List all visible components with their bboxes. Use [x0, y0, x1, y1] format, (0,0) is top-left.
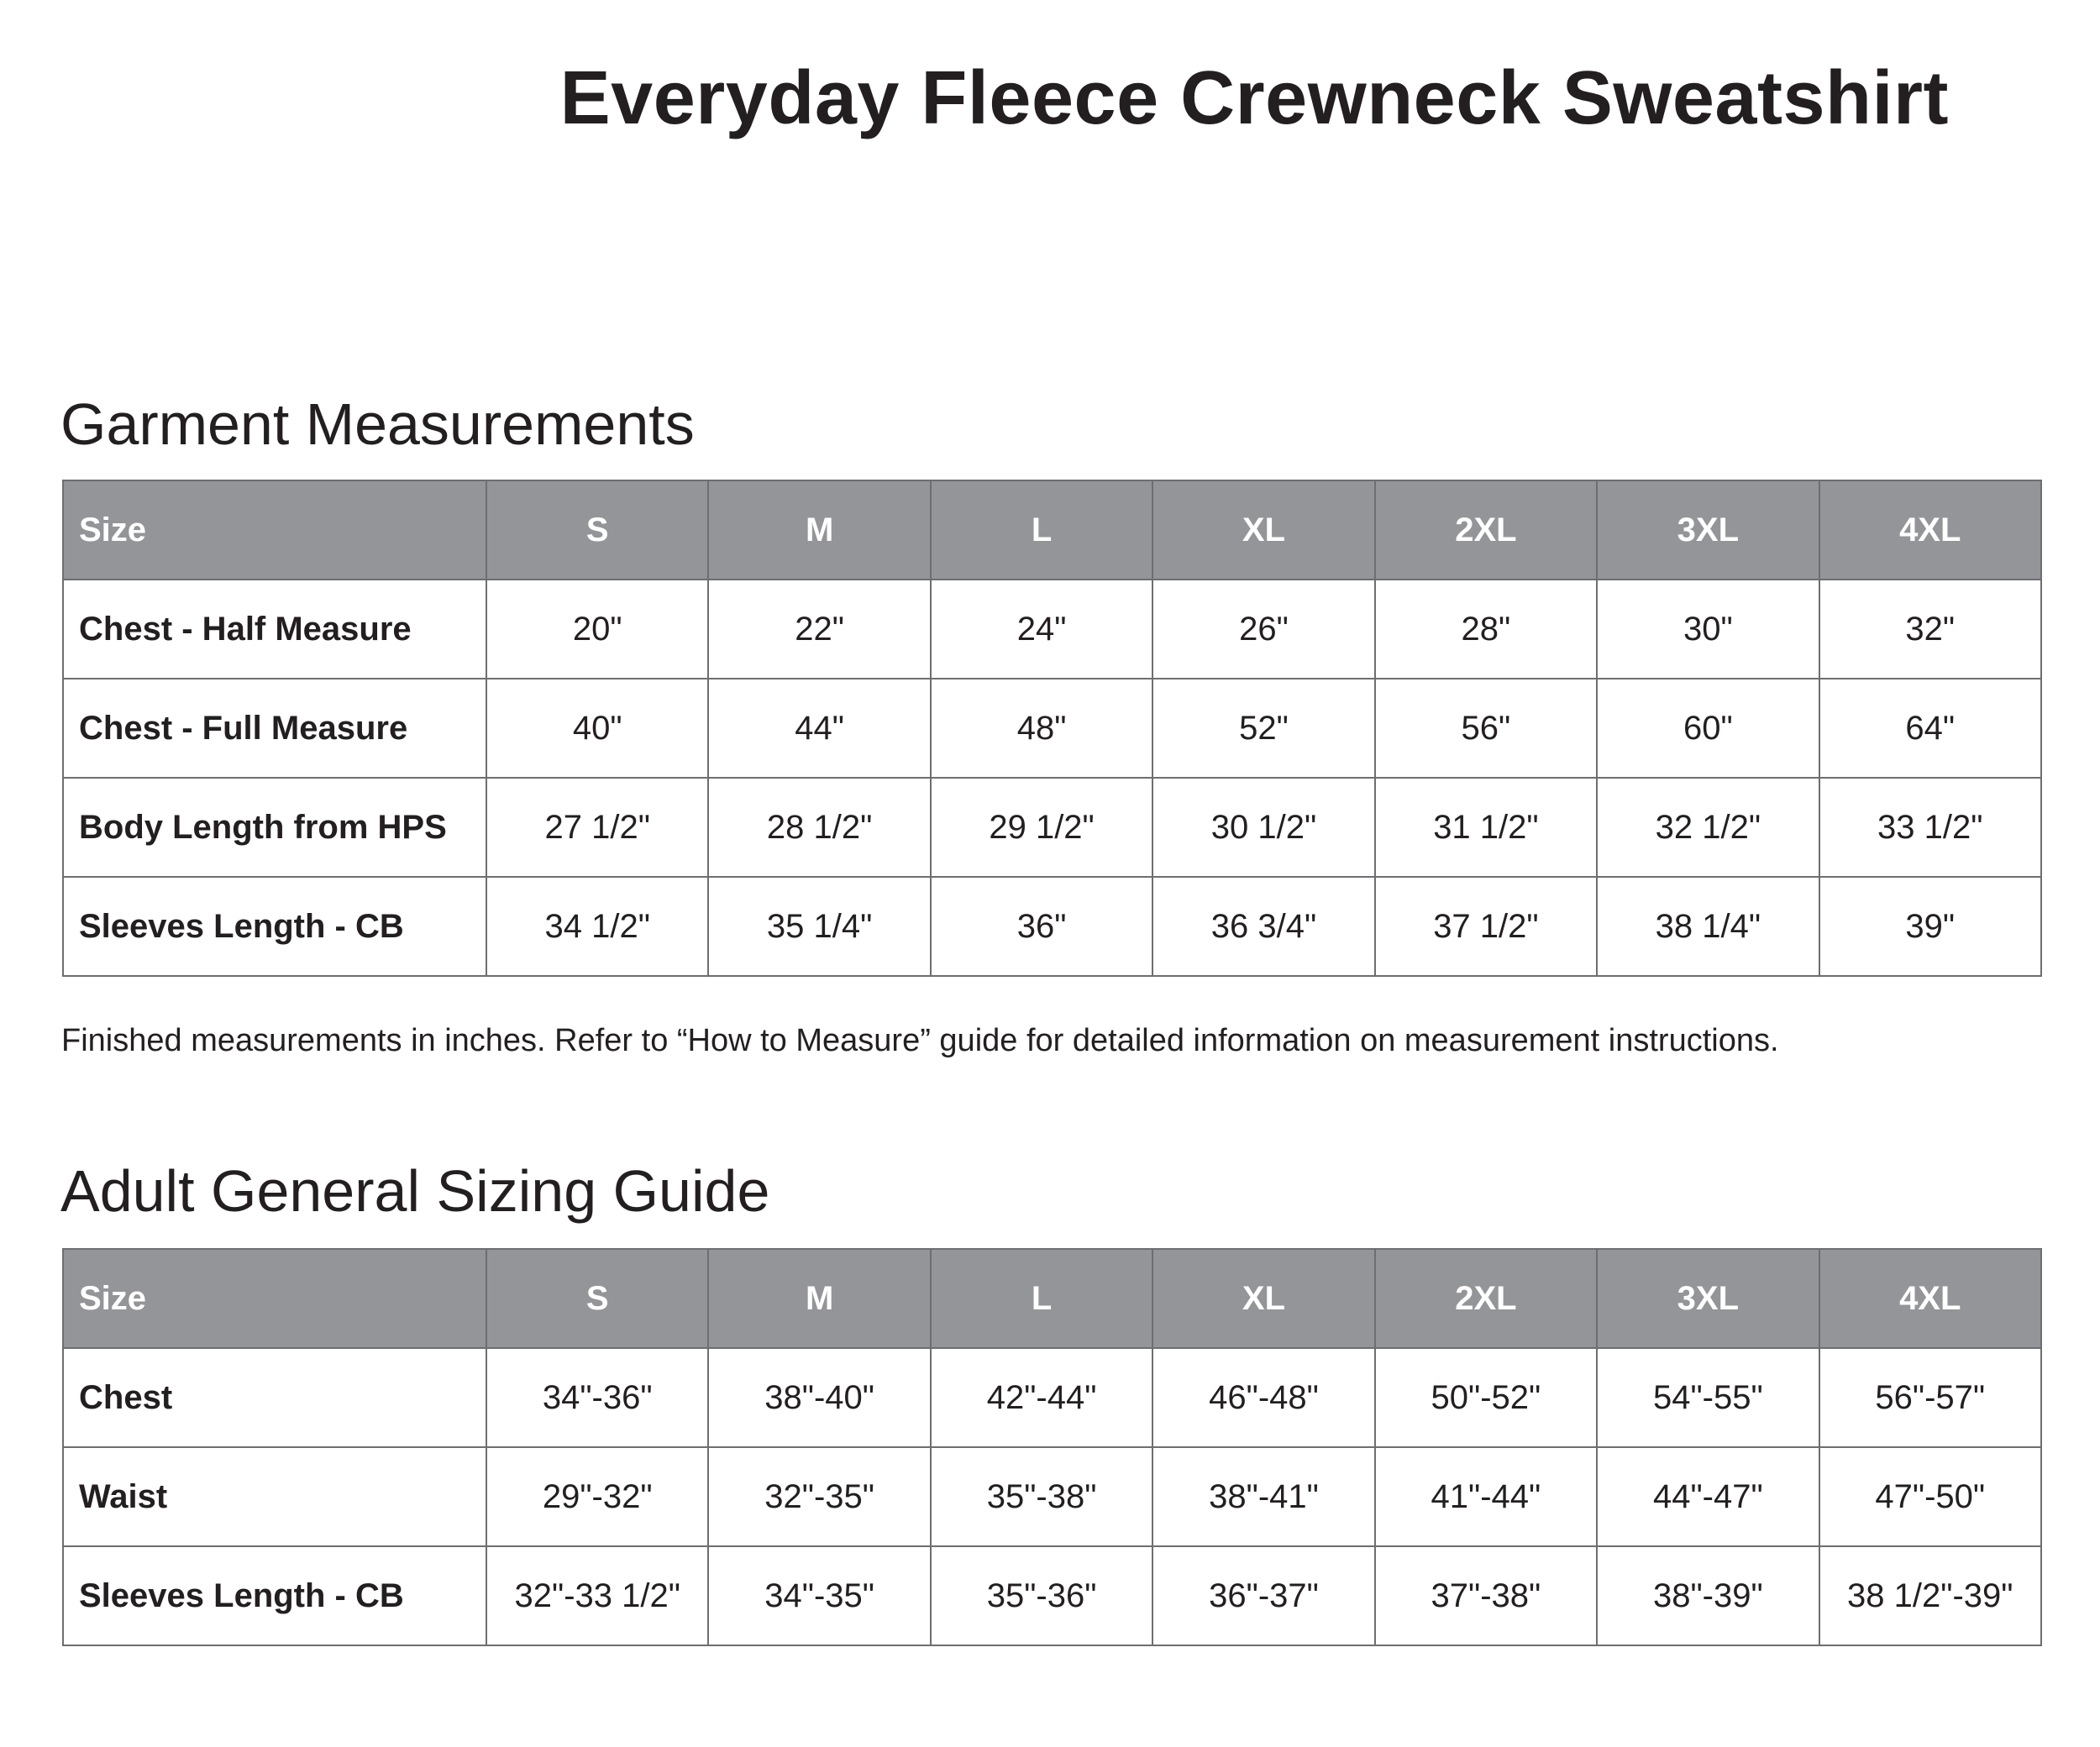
sizing-guide-heading: Adult General Sizing Guide [60, 1158, 770, 1224]
column-header-2xl: 2XL [1375, 480, 1597, 580]
table-cell: 22" [708, 580, 930, 679]
table-cell: 41"-44" [1375, 1447, 1597, 1546]
garment-measurements-heading: Garment Measurements [60, 391, 695, 457]
table-header-row [63, 1249, 2041, 1348]
table-cell: 64" [1819, 679, 2041, 778]
table-cell: 29 1/2" [931, 778, 1152, 877]
table-header-row [63, 480, 2041, 580]
column-header-l: L [931, 1249, 1152, 1348]
table-cell: 36"-37" [1152, 1546, 1374, 1645]
table-cell: 38"-40" [708, 1348, 930, 1447]
column-header-3xl: 3XL [1597, 1249, 1819, 1348]
table-cell: 31 1/2" [1375, 778, 1597, 877]
row-label: Chest - Half Measure [63, 580, 486, 679]
column-header-xl: XL [1152, 1249, 1374, 1348]
row-label: Sleeves Length - CB [63, 1546, 486, 1645]
table-cell: 38 1/2"-39" [1819, 1546, 2041, 1645]
column-header-xl: XL [1152, 480, 1374, 580]
table-cell: 26" [1152, 580, 1374, 679]
column-header-2xl: 2XL [1375, 1249, 1597, 1348]
garment-measurements-table [62, 480, 2042, 977]
table-cell: 30" [1597, 580, 1819, 679]
column-header-size: Size [63, 480, 486, 580]
table-cell: 42"-44" [931, 1348, 1152, 1447]
column-header-m: M [708, 480, 930, 580]
table-cell: 34"-36" [486, 1348, 708, 1447]
table-cell: 35"-36" [931, 1546, 1152, 1645]
table-cell: 44"-47" [1597, 1447, 1819, 1546]
table-cell: 44" [708, 679, 930, 778]
table-cell: 38"-39" [1597, 1546, 1819, 1645]
table-cell: 39" [1819, 877, 2041, 976]
column-header-4xl: 4XL [1819, 480, 2041, 580]
table-cell: 28 1/2" [708, 778, 930, 877]
table-cell: 28" [1375, 580, 1597, 679]
table-cell: 56"-57" [1819, 1348, 2041, 1447]
table-cell: 38"-41" [1152, 1447, 1374, 1546]
table-cell: 32"-35" [708, 1447, 930, 1546]
table-cell: 48" [931, 679, 1152, 778]
row-label: Chest [63, 1348, 486, 1447]
table-cell: 50"-52" [1375, 1348, 1597, 1447]
table-row [63, 778, 2041, 877]
table-cell: 47"-50" [1819, 1447, 2041, 1546]
row-label: Sleeves Length - CB [63, 877, 486, 976]
column-header-3xl: 3XL [1597, 480, 1819, 580]
table-cell: 38 1/4" [1597, 877, 1819, 976]
table-cell: 37"-38" [1375, 1546, 1597, 1645]
table-cell: 32 1/2" [1597, 778, 1819, 877]
table-cell: 33 1/2" [1819, 778, 2041, 877]
table-cell: 24" [931, 580, 1152, 679]
table-cell: 36 3/4" [1152, 877, 1374, 976]
table-row [63, 1546, 2041, 1645]
table-cell: 37 1/2" [1375, 877, 1597, 976]
column-header-s: S [486, 480, 708, 580]
table-cell: 30 1/2" [1152, 778, 1374, 877]
page-title: Everyday Fleece Crewneck Sweatshirt [559, 56, 1949, 140]
column-header-m: M [708, 1249, 930, 1348]
table-cell: 36" [931, 877, 1152, 976]
column-header-4xl: 4XL [1819, 1249, 2041, 1348]
table-cell: 20" [486, 580, 708, 679]
table-row [63, 580, 2041, 679]
table-row [63, 1447, 2041, 1546]
table-cell: 54"-55" [1597, 1348, 1819, 1447]
table-cell: 35"-38" [931, 1447, 1152, 1546]
row-label: Waist [63, 1447, 486, 1546]
row-label: Chest - Full Measure [63, 679, 486, 778]
table-cell: 34 1/2" [486, 877, 708, 976]
row-label: Body Length from HPS [63, 778, 486, 877]
column-header-l: L [931, 480, 1152, 580]
table-cell: 34"-35" [708, 1546, 930, 1645]
table-cell: 29"-32" [486, 1447, 708, 1546]
table-cell: 40" [486, 679, 708, 778]
table-row [63, 877, 2041, 976]
column-header-size: Size [63, 1249, 486, 1348]
table-cell: 60" [1597, 679, 1819, 778]
table-cell: 32"-33 1/2" [486, 1546, 708, 1645]
measurement-footnote: Finished measurements in inches. Refer to “How to Measure” guide for detailed information on measurement instructions. [61, 1023, 1779, 1058]
sizing-guide-table [62, 1248, 2042, 1646]
table-row [63, 1348, 2041, 1447]
table-cell: 27 1/2" [486, 778, 708, 877]
table-cell: 46"-48" [1152, 1348, 1374, 1447]
table-cell: 35 1/4" [708, 877, 930, 976]
table-cell: 56" [1375, 679, 1597, 778]
table-row [63, 679, 2041, 778]
table-cell: 32" [1819, 580, 2041, 679]
table-cell: 52" [1152, 679, 1374, 778]
column-header-s: S [486, 1249, 708, 1348]
